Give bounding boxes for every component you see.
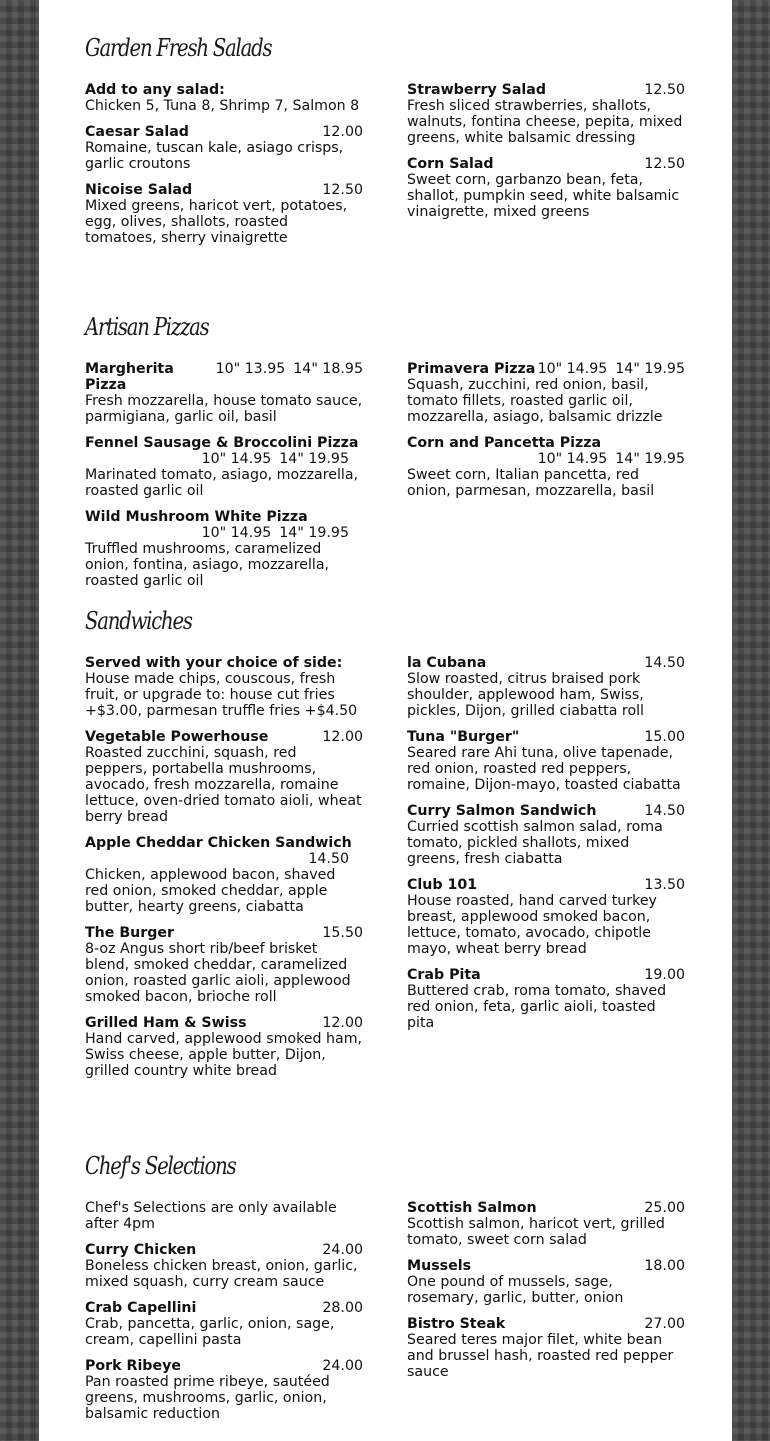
item-price: 12.00 — [322, 124, 363, 140]
menu-item — [85, 1300, 363, 1348]
menu-item — [407, 967, 685, 1031]
section-title: Garden Fresh Salads — [85, 34, 272, 62]
item-name: Apple Cheddar Chicken Sandwich — [85, 835, 352, 851]
menu-item — [85, 124, 363, 172]
item-description: Roasted zucchini, squash, red peppers, portabella mushrooms, avocado, fresh mozzarella, romaine lettuce, oven-dried tomato aioli, wheat berry bread — [85, 745, 362, 825]
item-description: House roasted, hand carved turkey breast, applewood smoked bacon, lettuce, tomato, avocado, chipotle mayo, wheat berry bread — [407, 893, 657, 957]
item-name: Bistro Steak — [407, 1316, 506, 1332]
menu-item — [407, 877, 685, 957]
item-description: Crab, pancetta, garlic, onion, sage, cream, capellini pasta — [85, 1316, 335, 1348]
menu-item — [85, 835, 363, 915]
item-prices — [216, 361, 363, 377]
price-10-inch: 10" 14.95 — [537, 451, 608, 467]
item-name: Nicoise Salad — [85, 182, 193, 198]
menu-item — [407, 1316, 685, 1380]
salads-section — [85, 28, 685, 256]
item-name: Corn and Pancetta Pizza — [407, 435, 602, 451]
price-10-inch: 10" 14.95 — [201, 525, 272, 541]
menu-item — [85, 361, 363, 425]
menu-page — [39, 0, 732, 1441]
pizzas-section — [85, 307, 685, 599]
item-name: Grilled Ham & Swiss — [85, 1015, 247, 1031]
side-label: Served with your choice of side: — [85, 655, 343, 671]
menu-item — [85, 1242, 363, 1290]
menu-item — [85, 1358, 363, 1422]
item-price: 12.50 — [322, 182, 363, 198]
item-price: 14.50 — [644, 655, 685, 671]
item-description: Buttered crab, roma tomato, shaved red onion, feta, garlic aioli, toasted pita — [407, 983, 667, 1031]
item-price: 14.50 — [644, 803, 685, 819]
item-prices — [407, 451, 685, 467]
menu-item — [85, 1015, 363, 1079]
item-name: The Burger — [85, 925, 175, 941]
left-column — [85, 82, 363, 256]
item-description: Seared teres major filet, white bean and brussel hash, roasted red pepper sauce — [407, 1332, 674, 1380]
item-description: Fresh mozzarella, house tomato sauce, parmigiana, garlic oil, basil — [85, 393, 363, 425]
price-14-inch: 14" 18.95 — [293, 361, 363, 377]
note-text: Chef's Selections are only available after 4pm — [85, 1200, 337, 1232]
price-14-inch: 14" 19.95 — [279, 525, 349, 541]
menu-item — [407, 361, 685, 425]
left-column — [85, 361, 363, 599]
menu-item — [407, 729, 685, 793]
item-price: 27.00 — [644, 1316, 685, 1332]
item-name: Tuna "Burger" — [407, 729, 520, 745]
item-name: Curry Salmon Sandwich — [407, 803, 597, 819]
addon-label: Add to any salad: — [85, 82, 225, 98]
item-name: Crab Capellini — [85, 1300, 197, 1316]
addon-text: Chicken 5, Tuna 8, Shrimp 7, Salmon 8 — [85, 98, 360, 114]
item-price: 24.00 — [322, 1242, 363, 1258]
item-price: 12.50 — [644, 156, 685, 172]
item-description: 8-oz Angus short rib/beef brisket blend, smoked cheddar, caramelized onion, roasted garlic aioli, applewood smoked bacon, brioche roll — [85, 941, 351, 1005]
menu-item — [407, 803, 685, 867]
menu-item — [407, 435, 685, 499]
left-column — [85, 655, 363, 1089]
right-column — [407, 1200, 685, 1432]
item-price: 15.50 — [322, 925, 363, 941]
sandwiches-section — [85, 601, 685, 1089]
right-column — [407, 655, 685, 1089]
right-column — [407, 82, 685, 256]
menu-item — [407, 156, 685, 220]
item-name: Fennel Sausage & Broccolini Pizza — [85, 435, 359, 451]
item-name: Curry Chicken — [85, 1242, 197, 1258]
item-description: Sweet corn, Italian pancetta, red onion, parmesan, mozzarella, basil — [407, 467, 655, 499]
item-description: Sweet corn, garbanzo bean, feta, shallot, pumpkin seed, white balsamic vinaigrette, mixed greens — [407, 172, 680, 220]
item-prices — [538, 361, 685, 377]
item-price: 12.00 — [322, 729, 363, 745]
item-prices — [85, 451, 363, 467]
item-description: Chicken, applewood bacon, shaved red onion, smoked cheddar, apple butter, hearty greens, ciabatta — [85, 867, 336, 915]
item-price: 28.00 — [322, 1300, 363, 1316]
menu-item — [85, 182, 363, 246]
item-description: Scottish salmon, haricot vert, grilled tomato, sweet corn salad — [407, 1216, 665, 1248]
menu-item — [407, 1200, 685, 1248]
item-price: 13.50 — [644, 877, 685, 893]
price-14-inch: 14" 19.95 — [615, 451, 685, 467]
menu-item — [407, 82, 685, 146]
item-description: Boneless chicken breast, onion, garlic, mixed squash, curry cream sauce — [85, 1258, 358, 1290]
item-price: 24.00 — [322, 1358, 363, 1374]
item-price: 14.50 — [308, 851, 349, 867]
menu-item — [85, 435, 363, 499]
chefs-section — [85, 1146, 685, 1432]
item-price: 18.00 — [644, 1258, 685, 1274]
item-description: Fresh sliced strawberries, shallots, walnuts, fontina cheese, pepita, mixed greens, white balsamic dressing — [407, 98, 683, 146]
section-title: Artisan Pizzas — [85, 313, 209, 341]
item-description: Mixed greens, haricot vert, potatoes, egg, olives, shallots, roasted tomatoes, sherry vinaigrette — [85, 198, 348, 246]
item-name: Mussels — [407, 1258, 472, 1274]
item-name: Strawberry Salad — [407, 82, 547, 98]
item-name: Caesar Salad — [85, 124, 189, 140]
item-name: Primavera Pizza — [407, 361, 536, 377]
side-text: House made chips, couscous, fresh fruit, or upgrade to: house cut fries +$3.00, parmesan truffle fries +$4.50 — [85, 671, 358, 719]
right-column — [407, 361, 685, 599]
item-description: Slow roasted, citrus braised pork shoulder, applewood ham, Swiss, pickles, Dijon, grilled ciabatta roll — [407, 671, 645, 719]
item-name: Corn Salad — [407, 156, 494, 172]
item-description: Hand carved, applewood smoked ham, Swiss cheese, apple butter, Dijon, grilled country white bread — [85, 1031, 363, 1079]
section-title: Sandwiches — [85, 607, 192, 635]
left-column — [85, 1200, 363, 1432]
item-description: Curried scottish salmon salad, roma tomato, pickled shallots, mixed greens, fresh ciabatta — [407, 819, 663, 867]
item-name: Scottish Salmon — [407, 1200, 537, 1216]
item-description: Squash, zucchini, red onion, basil, tomato fillets, roasted garlic oil, mozzarella, asiago, balsamic drizzle — [407, 377, 663, 425]
item-description: Pan roasted prime ribeye, sautéed greens, mushrooms, garlic, onion, balsamic reduction — [85, 1374, 330, 1422]
salad-addon-note — [85, 82, 363, 114]
section-title: Chef's Selections — [85, 1152, 236, 1180]
item-name: Vegetable Powerhouse — [85, 729, 269, 745]
item-description: Romaine, tuscan kale, asiago crisps, garlic croutons — [85, 140, 344, 172]
item-name: Margherita Pizza — [85, 361, 174, 393]
item-prices — [85, 525, 363, 541]
item-name: Pork Ribeye — [85, 1358, 181, 1374]
item-description: Marinated tomato, asiago, mozzarella, roasted garlic oil — [85, 467, 359, 499]
item-price: 19.00 — [644, 967, 685, 983]
price-10-inch: 10" 14.95 — [537, 361, 608, 377]
item-name: Club 101 — [407, 877, 478, 893]
item-description: One pound of mussels, sage, rosemary, garlic, butter, onion — [407, 1274, 624, 1306]
menu-item — [407, 1258, 685, 1306]
side-note — [85, 655, 363, 719]
menu-item — [85, 925, 363, 1005]
menu-item — [85, 729, 363, 825]
price-14-inch: 14" 19.95 — [615, 361, 685, 377]
item-price: 12.50 — [644, 82, 685, 98]
price-10-inch: 10" 13.95 — [215, 361, 286, 377]
item-name: Wild Mushroom White Pizza — [85, 509, 308, 525]
menu-item — [407, 655, 685, 719]
item-price: 25.00 — [644, 1200, 685, 1216]
price-10-inch: 10" 14.95 — [201, 451, 272, 467]
item-name: Crab Pita — [407, 967, 481, 983]
menu-item — [85, 509, 363, 589]
item-description: Truffled mushrooms, caramelized onion, fontina, asiago, mozzarella, roasted garlic oil — [85, 541, 330, 589]
item-price: 12.00 — [322, 1015, 363, 1031]
item-price: 15.00 — [644, 729, 685, 745]
item-name: la Cubana — [407, 655, 487, 671]
availability-note — [85, 1200, 363, 1232]
item-description: Seared rare Ahi tuna, olive tapenade, red onion, roasted red peppers, romaine, Dijon-mayo, toasted ciabatta — [407, 745, 681, 793]
price-14-inch: 14" 19.95 — [279, 451, 349, 467]
